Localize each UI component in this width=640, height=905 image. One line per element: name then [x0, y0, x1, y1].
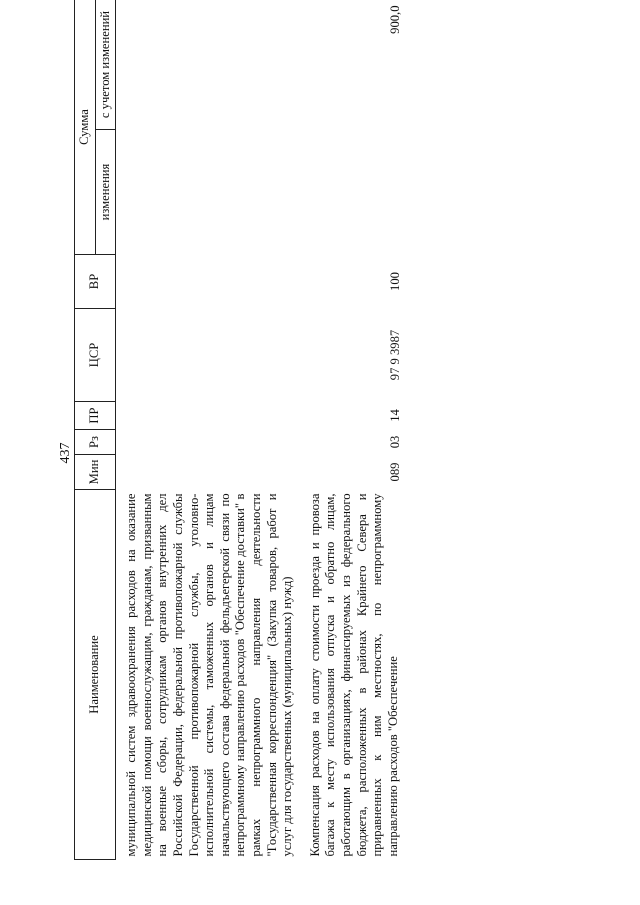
header-row: [75, 0, 96, 860]
row-name: Компенсация расходов на оплату стоимости проезда и провоза багажа к месту использования отпуска и обратно лицам, работающим в организациях, финансируемых из федерального бюджета, расположенных в районах Крайнего Севера и приравненных к ним местностях, по непрограммному направлению расходов "Обеспечение: [307, 493, 400, 857]
row-with-changes: [116, 0, 298, 130]
header-name: Наименование: [75, 490, 116, 860]
row-change: [298, 130, 404, 255]
header-change: изменения: [95, 130, 116, 255]
header-with-changes: с учетом изменений: [95, 0, 116, 130]
header-rz: Рз: [75, 430, 116, 455]
header-csr: ЦСР: [75, 309, 116, 402]
row-csr: [116, 309, 298, 402]
table-row: [116, 0, 298, 860]
header-vr: ВР: [75, 255, 116, 309]
page-number: 437: [58, 442, 73, 464]
row-csr: 97 9 3987: [387, 329, 402, 381]
row-name: муниципальной систем здравоохранения расходов на оказание медицинской помощи военнослужащим, гражданам, призванным на военные сборы, сотрудникам органов внутренних дел Российской Федерации, федеральной противопожарной службы Государственной противопожарной службы, уголовно-исполнительной системы, таможенных органов и лицам начальствующего состава федеральной фельдъегерской связи по непрограммному направлению расходов "Обеспечение доставки" в рамках непрограммного направления деятельности "Государственная корреспонденция" (Закупка товаров, работ и услуг для государственных (муниципальных) нужд): [124, 493, 295, 857]
row-pr: 14: [387, 409, 402, 422]
row-pr: [116, 402, 298, 430]
table-row: [298, 0, 404, 860]
header-min: Мин: [75, 455, 116, 490]
row-rz: [116, 430, 298, 455]
budget-table: [74, 0, 403, 860]
row-min: [116, 455, 298, 490]
row-rz: 03: [387, 435, 402, 449]
header-pr: ПР: [75, 402, 116, 430]
row-min: 089: [387, 462, 402, 482]
row-change: [116, 130, 298, 255]
row-with-changes: 900,0: [387, 5, 402, 34]
row-vr: 100: [387, 272, 402, 291]
row-vr: [116, 255, 298, 309]
header-summa: Сумма: [75, 0, 96, 255]
